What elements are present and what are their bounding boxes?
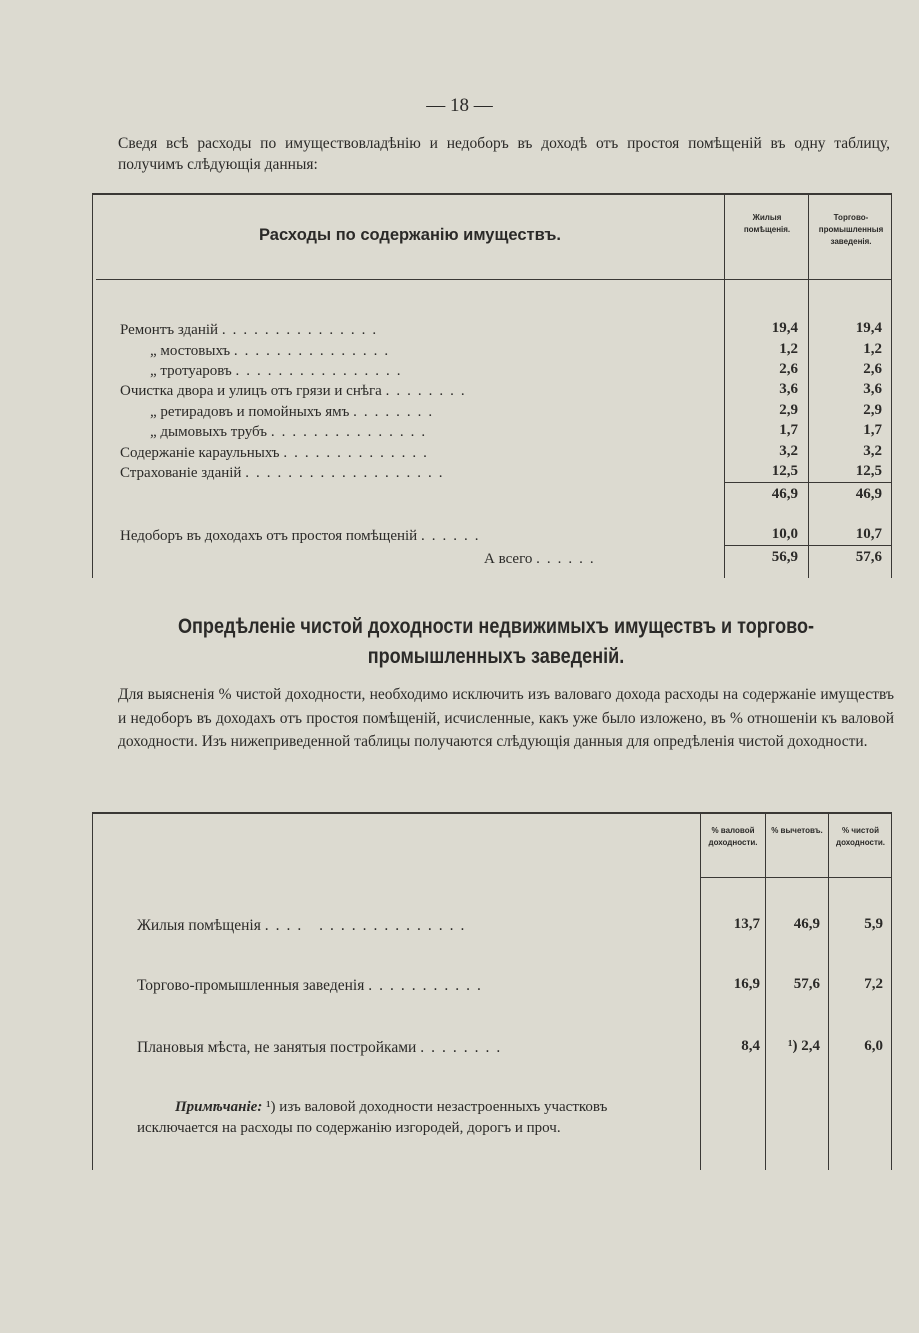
table-cell: 10,0 <box>771 526 798 542</box>
table-cell: 2,6 <box>863 361 882 377</box>
table-row: Жилыя помѣщенія .... .............. <box>137 917 472 934</box>
table-cell: 5,9 <box>864 916 883 932</box>
table-cell: 2,6 <box>779 361 798 377</box>
table-cell: 1,2 <box>863 341 882 357</box>
footnote-text: ¹) изъ валовой доходности незастроенныхъ участковъ исключается на расходы по содержанію изгородей, дорогъ и проч. <box>137 1099 608 1136</box>
table-cell: 8,4 <box>741 1038 760 1054</box>
subtotal-residential: 46,9 <box>771 486 798 502</box>
table-row: „ дымовыхъ трубъ ............... <box>150 424 433 440</box>
table-cell: 1,7 <box>863 422 882 438</box>
table-cell: 1,2 <box>779 341 798 357</box>
table-row: „ ретирадовъ и помойныхъ ямъ ........ <box>150 404 440 420</box>
table-cell: 12,5 <box>771 463 798 479</box>
table-cell: 19,4 <box>771 320 798 336</box>
expenses-table-caption: Расходы по содержанію имуществъ. <box>259 226 561 244</box>
table-cell: 3,6 <box>863 381 882 397</box>
table-cell: 19,4 <box>855 320 882 336</box>
table-row: Торгово-промышленныя заведенія ........... <box>137 977 488 994</box>
total-row: А всего ...... <box>484 551 601 567</box>
column-header-deductions: % вычетовъ. <box>771 826 823 835</box>
table-cell: 6,0 <box>864 1038 883 1054</box>
column-header-gross: % валовой доходности. <box>708 826 758 847</box>
table-row: Плановыя мѣста, не занятыя постройками ........ <box>137 1039 508 1056</box>
table-cell: 16,9 <box>733 976 760 992</box>
column-header-residential: Жилыя помѣщенія. <box>743 213 791 234</box>
table-cell: 2,9 <box>779 402 798 418</box>
table-cell: 3,2 <box>863 443 882 459</box>
table-cell: 3,6 <box>779 381 798 397</box>
table-row: „ мостовыхъ ............... <box>150 343 396 359</box>
body-paragraph: Для выясненія % чистой доходности, необходимо исключить изъ валоваго дохода расходы на содержаніе имуществъ и недоборъ въ доходахъ отъ простоя помѣщеній, исчисленные, какъ уже было изложено, въ % отношеніи къ валовой доходности. Изъ нижеприведенной таблицы получаются слѣдующія данныя для опредѣленія чистой доходности. <box>118 686 894 750</box>
table-row: Содержаніе караульныхъ .............. <box>120 445 434 461</box>
table-row: Страхованіе зданій ................... <box>120 465 450 481</box>
table-row: Очистка двора и улицъ отъ грязи и снѣга ........ <box>120 383 472 399</box>
table-cell: 46,9 <box>793 916 820 932</box>
section-heading: Опредѣленіе чистой доходности недвижимыхъ имуществъ и торгово-промышленныхъ заведеній. <box>177 615 815 668</box>
shortfall-row: Недоборъ въ доходахъ отъ простоя помѣщеній ...... <box>120 528 486 544</box>
table-cell: 57,6 <box>855 549 882 565</box>
table-cell: ¹) 2,4 <box>788 1038 820 1054</box>
table-cell: 56,9 <box>771 549 798 565</box>
table-cell: 10,7 <box>855 526 882 542</box>
table-footnote <box>137 1097 692 1139</box>
column-header-net: % чистой доходности. <box>836 826 885 847</box>
table-row: „ тротуаровъ ................ <box>150 363 408 379</box>
table-cell: 2,9 <box>863 402 882 418</box>
table-row: Ремонтъ зданій ............... <box>120 322 384 338</box>
table-cell: 12,5 <box>855 463 882 479</box>
subtotal-commercial: 46,9 <box>855 486 882 502</box>
table-cell: 1,7 <box>779 422 798 438</box>
table-cell: 13,7 <box>733 916 760 932</box>
table-cell: 57,6 <box>793 976 820 992</box>
page-number: — 18 — <box>426 95 493 116</box>
table-cell: 7,2 <box>864 976 883 992</box>
intro-paragraph: Сведя всѣ расходы по имуществовладѣнію и недоборъ въ доходѣ отъ простоя помѣщеній въ одну таблицу, получимъ слѣдующія данныя: <box>118 135 890 173</box>
column-header-commercial: Торгово-промышленныя заведенія. <box>818 213 884 246</box>
table-cell: 3,2 <box>779 443 798 459</box>
footnote-label: Примѣчаніе: <box>175 1099 263 1115</box>
